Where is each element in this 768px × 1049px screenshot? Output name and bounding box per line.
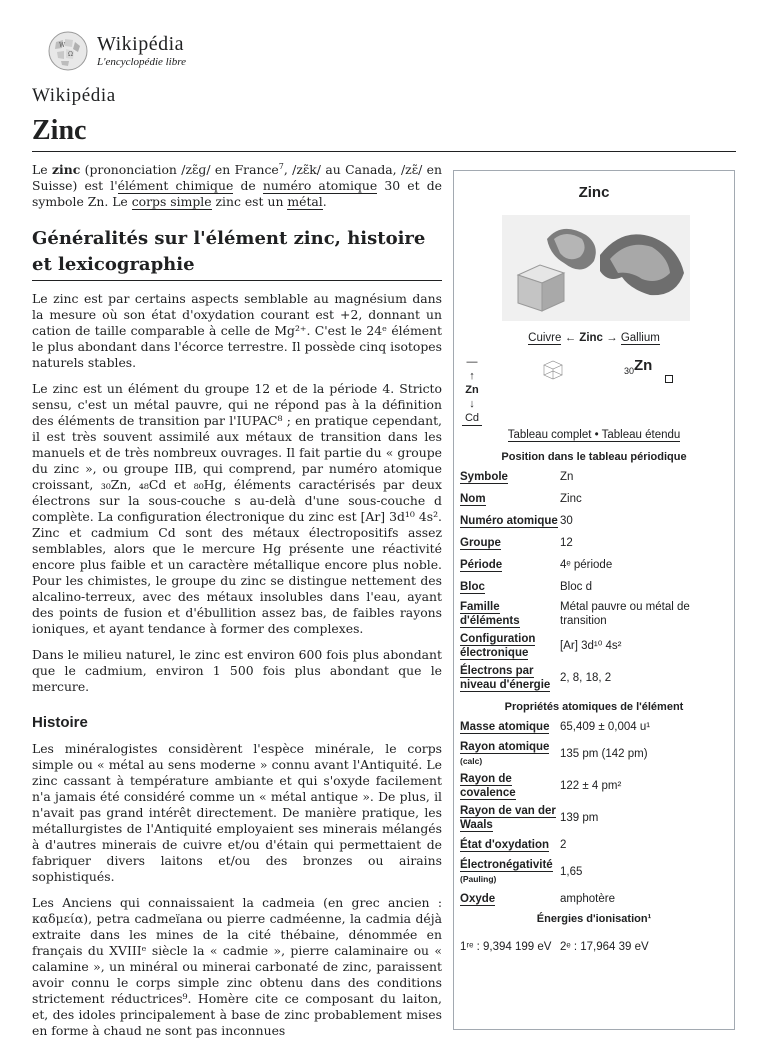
wikipedia-logo[interactable]	[47, 30, 186, 72]
infobox-key[interactable]: Rayon de covalence	[460, 773, 516, 799]
infobox-row	[454, 834, 734, 856]
svg-text:W: W	[59, 42, 66, 49]
element-symbol-display: $_{30}$Zn	[624, 357, 653, 376]
ionisation-first: 1ʳᵉ : 9,394 199 eV	[460, 941, 552, 953]
section-heading-generalites: Généralités sur l'élément zinc, histoire et lexicographie	[32, 226, 442, 281]
nav-prev-element[interactable]: Cuivre	[528, 332, 562, 344]
article-body	[32, 162, 442, 1049]
infobox-value: 139 pm	[560, 812, 599, 824]
infobox-row	[454, 510, 734, 532]
title-divider	[32, 151, 736, 152]
logo-title: Wikipédia	[97, 33, 184, 55]
infobox-value: 30	[560, 515, 573, 527]
site-title[interactable]: Wikipédia	[32, 85, 116, 106]
paragraph: Les Anciens qui connaissaient la cadmeia (en grec ancien : καδμεία), petra cadmeïana ou pierre cadméenne, la cadmia déjà extraite dans les mines de la cité thébaine, dénommée en français du XVIIIᵉ siècle la « cadmie », pierre calaminaire ou « calamine », un minéral ou minerai carbonaté de zinc, paraissent avoir connu le corps simple zinc obtenu dans des conditions strictement réductrices⁹. Homère cite ce composant du laiton, et, des idoles principalement à base de zinc probablement mises en forme à chaud ne sont pas inconnues	[32, 895, 442, 1038]
link-corps-simple[interactable]: corps simple	[131, 194, 212, 209]
infobox-row	[454, 630, 734, 662]
infobox-key[interactable]: Masse atomique	[460, 721, 550, 733]
link-metal[interactable]: métal	[287, 194, 323, 209]
infobox-key[interactable]: Symbole	[460, 471, 508, 483]
infobox-value: 122 ± 4 pm²	[560, 780, 622, 792]
arrow-right-icon: →	[606, 332, 618, 344]
infobox-row	[454, 554, 734, 576]
infobox-key[interactable]: Groupe	[460, 537, 501, 549]
infobox-value: 1,65	[560, 866, 583, 878]
arrow-down-icon: ↓	[469, 398, 475, 410]
infobox-value: 12	[560, 537, 573, 549]
intro-bold-term: zinc	[51, 162, 81, 177]
infobox-value: Zn	[560, 471, 574, 483]
nav-next-element[interactable]: Gallium	[620, 332, 660, 344]
infobox-value: [Ar] 3d¹⁰ 4s²	[560, 640, 622, 652]
infobox-row	[454, 888, 734, 910]
ionisation-second: 2ᵉ : 17,964 39 eV	[560, 941, 649, 953]
infobox-key[interactable]: Bloc	[460, 581, 485, 593]
arrow-left-icon: ←	[564, 332, 577, 344]
infobox-key[interactable]: Configuration électronique	[460, 633, 536, 659]
atomic-rows	[454, 716, 734, 910]
link-element-chimique[interactable]: élément chimique	[117, 178, 234, 193]
infobox-row	[454, 576, 734, 598]
infobox-key[interactable]: Numéro atomique	[460, 515, 558, 527]
table-links[interactable]: Tableau complet • Tableau étendu	[507, 429, 681, 441]
infobox	[453, 170, 735, 1030]
infobox-key[interactable]: Famille d'éléments	[460, 601, 520, 627]
infobox-value: 4ᵉ période	[560, 559, 613, 571]
infobox-row	[454, 802, 734, 834]
svg-text:Ω: Ω	[68, 51, 73, 58]
infobox-key[interactable]: Période	[460, 559, 503, 571]
intro-paragraph: Le zinc (prononciation /zɛ̃ɡ/ en France$^7$, /zɛ̃k/ au Canada, /zɛ̃/ en Suisse) est l'élément chimique de numéro atomique 30 et de symbole Zn. Le corps simple zinc est un métal.	[32, 161, 442, 209]
infobox-row	[454, 770, 734, 802]
arrow-up-icon: ↑	[469, 370, 475, 382]
current-symbol: Zn	[465, 384, 479, 396]
section-atomic-heading: Propriétés atomiques de l'élément	[504, 701, 684, 713]
infobox-key[interactable]: État d'oxydation	[460, 839, 549, 851]
infobox-key[interactable]: Nom	[460, 493, 486, 505]
infobox-key[interactable]: Électrons par niveau d'énergie	[460, 665, 551, 691]
section-position-heading: Position dans le tableau périodique	[501, 451, 687, 463]
infobox-row	[454, 598, 734, 630]
infobox-value: 2	[560, 839, 567, 851]
logo-subtitle: L'encyclopédie libre	[97, 56, 186, 68]
paragraph: Les minéralogistes considèrent l'espèce minérale, le corps simple ou « métal au sens moderne » connu avant l'Antiquité. Le zinc cassant à température ambiante et qui s'oxyde facilement n'a jamais été considéré comme un « métal antique ». De plus, il n'avait pas grand intérêt directement. De manière pratique, les métallurgistes de l'Antiquité employaient ses minerais mélangés à d'autres minerais de cuivre et/ou d'étain qui permettaient de fabriquer divers laitons et/ou des bronzes ou airains sophistiqués.	[32, 741, 442, 884]
infobox-value: 135 pm (142 pm)	[560, 748, 648, 760]
paragraph: Le zinc est un élément du groupe 12 et de la période 4. Stricto sensu, c'est un métal pauvre, qui ne répond pas à la définition des éléments de transition par l'IUPAC⁸ ; en pratique cependant, il est très souvent assimilé aux métaux de transition dans les manuels et de très nombreux ouvrages. Il fait partie du « groupe du zinc », ou groupe IIB, qui comprend, par numéro atomique croissant, ₃₀Zn, ₄₈Cd et ₈₀Hg, éléments caractérisés par deux électrons sur la sous-couche s au-delà d'une sous-couche d complète. La configuration électronique du zinc est [Ar] 3d¹⁰ 4s². Zinc et cadmium Cd sont des métaux électropositifs assez semblables, alors que le mercure Hg présente une réactivité encore plus faible et un caractère métallique encore plus noble. Pour les chimistes, le groupe du zinc se distingue nettement des alcalino-terreux, avec des métaux insolubles dans l'eau, ayant des points de fusion et d'ébullition assez bas, de faibles rayons ioniques, et ayant tendance à former des complexes.	[32, 381, 442, 636]
paragraph: Le zinc est par certains aspects semblable au magnésium dans la mesure où son état d'oxydation courant est +2, donnant un cation de taille comparable à celle de Mg²⁺. C'est le 24ᵉ élément le plus abondant dans l'écorce terrestre. Il possède cinq isotopes naturels stables.	[32, 291, 442, 370]
nav-current-element: Zinc	[579, 332, 603, 344]
infobox-row	[454, 532, 734, 554]
section-ionisation-heading: Énergies d'ionisation¹	[536, 913, 652, 925]
infobox-key[interactable]: Oxyde	[460, 893, 496, 905]
infobox-row	[454, 856, 734, 888]
infobox-row	[454, 488, 734, 510]
footnote-ref[interactable]: 7	[278, 161, 284, 171]
infobox-value: 2, 8, 18, 2	[560, 672, 612, 684]
infobox-key[interactable]: Rayon de van der Waals	[460, 805, 556, 831]
wikipedia-globe-icon	[47, 30, 89, 72]
infobox-value: Zinc	[560, 493, 582, 505]
infobox-row	[454, 716, 734, 738]
infobox-row	[454, 738, 734, 770]
section-heading-histoire: Histoire	[32, 714, 88, 731]
square-marker-icon	[665, 375, 673, 383]
below-element-link[interactable]: Cd	[462, 411, 482, 426]
link-numero-atomique[interactable]: numéro atomique	[262, 178, 378, 193]
infobox-value: amphotère	[560, 893, 615, 905]
element-navigation	[454, 332, 734, 344]
dash-marker: —	[466, 356, 478, 368]
infobox-row	[454, 662, 734, 694]
zinc-photo[interactable]	[502, 215, 690, 321]
infobox-title: Zinc	[578, 184, 610, 201]
infobox-row	[454, 466, 734, 488]
crystal-lattice-icon	[540, 357, 566, 383]
group-neighbors	[462, 355, 482, 426]
infobox-value: 65,409 ± 0,004 u¹	[560, 721, 651, 733]
position-rows	[454, 466, 734, 694]
infobox-value: Métal pauvre ou métal de transition	[560, 601, 690, 627]
infobox-key[interactable]: Rayon atomique (calc)	[460, 741, 550, 766]
infobox-value: Bloc d	[560, 581, 592, 593]
infobox-key[interactable]: Électronégativité (Pauling)	[460, 859, 553, 884]
page-title: Zinc	[32, 115, 87, 146]
paragraph: Dans le milieu naturel, le zinc est environ 600 fois plus abondant que le cadmium, environ 1 500 fois plus abondant que le mercure.	[32, 647, 442, 694]
